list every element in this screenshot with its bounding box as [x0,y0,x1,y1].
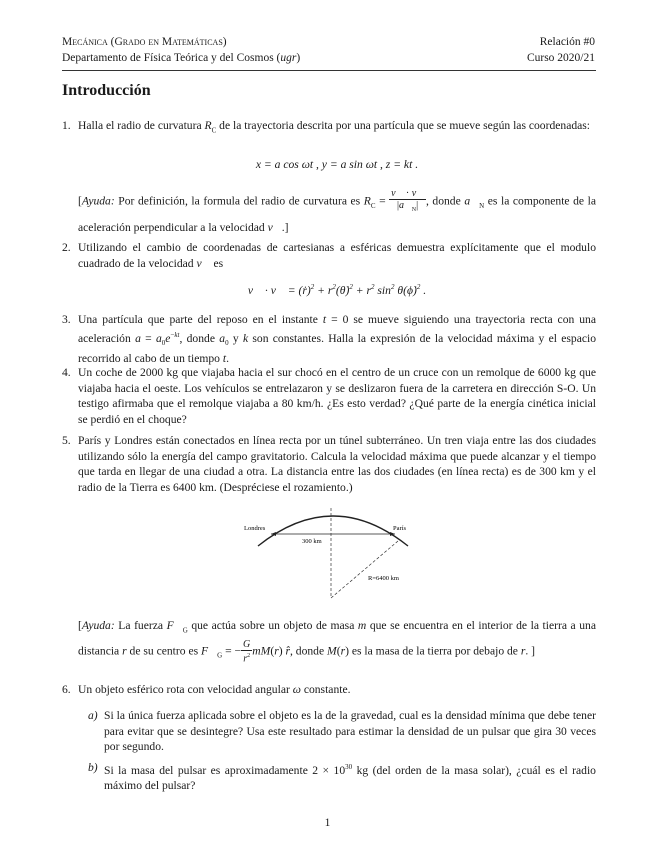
course-year: Curso 2020/21 [526,52,595,64]
tunnel-diagram [238,506,418,614]
label-radius: R=6400 km [368,575,399,582]
problem-5-text: París y Londres están conectados en línea recta por un túnel subterráneo. Un tren viaja entre las dos ciudades utilizando sólo la energía del campo gravitatorio. Calcula la velocidad máxima que puede alcanzar y el tiempo que tarda en llegar de una ciudad a otra. La distancia entre las dos ciudades (en línea recta) es de 300 km y el radio de la Tierra es 6400 km. (Despréciese el rozamiento.) [78,434,596,494]
problem-2-text: Utilizando el cambio de coordenadas de cartesianas a esféricas demuestra explícitamente que el modulo cuadrado de la velocidad v⃗ es [78,241,596,270]
label-distance: 300 km [302,538,322,545]
course-title: Mecánica (Grado en Matemáticas) [62,36,227,48]
problem-5-hint: [Ayuda: La fuerza $F⃗_G$ que actúa sobre un objeto de masa m que se encuentra en el interior de la tierra a una distancia r de su centro es $F⃗_G$ = − $\frac{G}{r^2}$ mM(r) r̂, donde M(r) es la masa de la tierra por debajo de r. ] [78,619,596,665]
header-rule [62,70,596,71]
problem-3-text: Una partícula que parte del reposo en el instante t = 0 se mueve siguiendo una trayectoria recta con una aceleración $a = a_0e^{-kt}$, donde $a_0$ y k son constantes. Halla la expresión de la velocidad máxima y el espacio recorrido al cabo de un tiempo t. [78,313,597,366]
problem-5-number: 5. [62,434,71,447]
section-title: Introducción [62,82,151,99]
problem-6b-label: b) [88,761,98,774]
problem-3-number: 3. [62,313,71,326]
department: Departamento de Física Teórica y del Cosmos (ugr) [62,52,301,64]
problem-2-equation: v⃗ · v⃗ = (ṙ)$^2$ + $r^2(\thetȧ)^2 + r^2$ $\sin^2$ θ(ϕ̇)$^2$ . [247,283,427,297]
problem-1-hint: [Ayuda: Por definición, la formula del radio de curvatura es $R_C$ = $\frac{v⃗ \cdot v⃗}{|a⃗_N|}$ , donde $a⃗_N$ es la componente de la aceleración perpendicular a la velocidad v⃗.] [78,188,596,234]
problem-2-number: 2. [62,241,71,254]
earth-surface-arc [258,516,408,546]
relation-number: Relación #0 [539,36,595,48]
problem-6a-text: Si la única fuerza aplicada sobre el objeto es la de la gravedad, cual es la densidad mínima que debe tener para evitar que se desintegre? Usa este resultado para estimar la densidad de un pulsar que gira 30 veces por segundo. [104,709,596,754]
problem-1-number: 1. [62,119,71,132]
problem-6b-text: Si la masa del pulsar es aproximadamente $2 \times 10^{30}$ kg (del orden de la masa solar), ¿cuál es el radio máximo del pulsar? [104,763,596,793]
radius-dashed-line [331,541,398,598]
problem-6-text: Un objeto esférico rota con velocidad angular ω constante. [78,683,351,696]
page-number: 1 [324,817,331,829]
problem-4-number: 4. [62,366,71,379]
label-london: Londres [244,525,266,532]
problem-1-text: Halla el radio de curvatura $R_C$ de la trayectoria descrita por una partícula que se mueve según las coordenadas: [78,119,591,135]
problem-1-equation: x = a cos ωt , y = a sin ωt , z = kt . [255,158,419,171]
problem-4-text: Un coche de 2000 kg que viajaba hacia el sur chocó en el centro de un cruce con un remolque de 6000 kg que viajaba hacia el oeste. Los vehículos se entrelazaron y se deslizaron fuera de la carretera en dirección S-O. Un testigo afirmaba que el remolque viajaba a 80 km/h. ¿Es esto verdad? ¿Qué parte de la energía cinética inicial se perdió en el choque? [78,366,596,426]
problem-6-number: 6. [62,683,71,696]
label-paris: París [393,525,406,532]
problem-6a-label: a) [88,709,98,722]
